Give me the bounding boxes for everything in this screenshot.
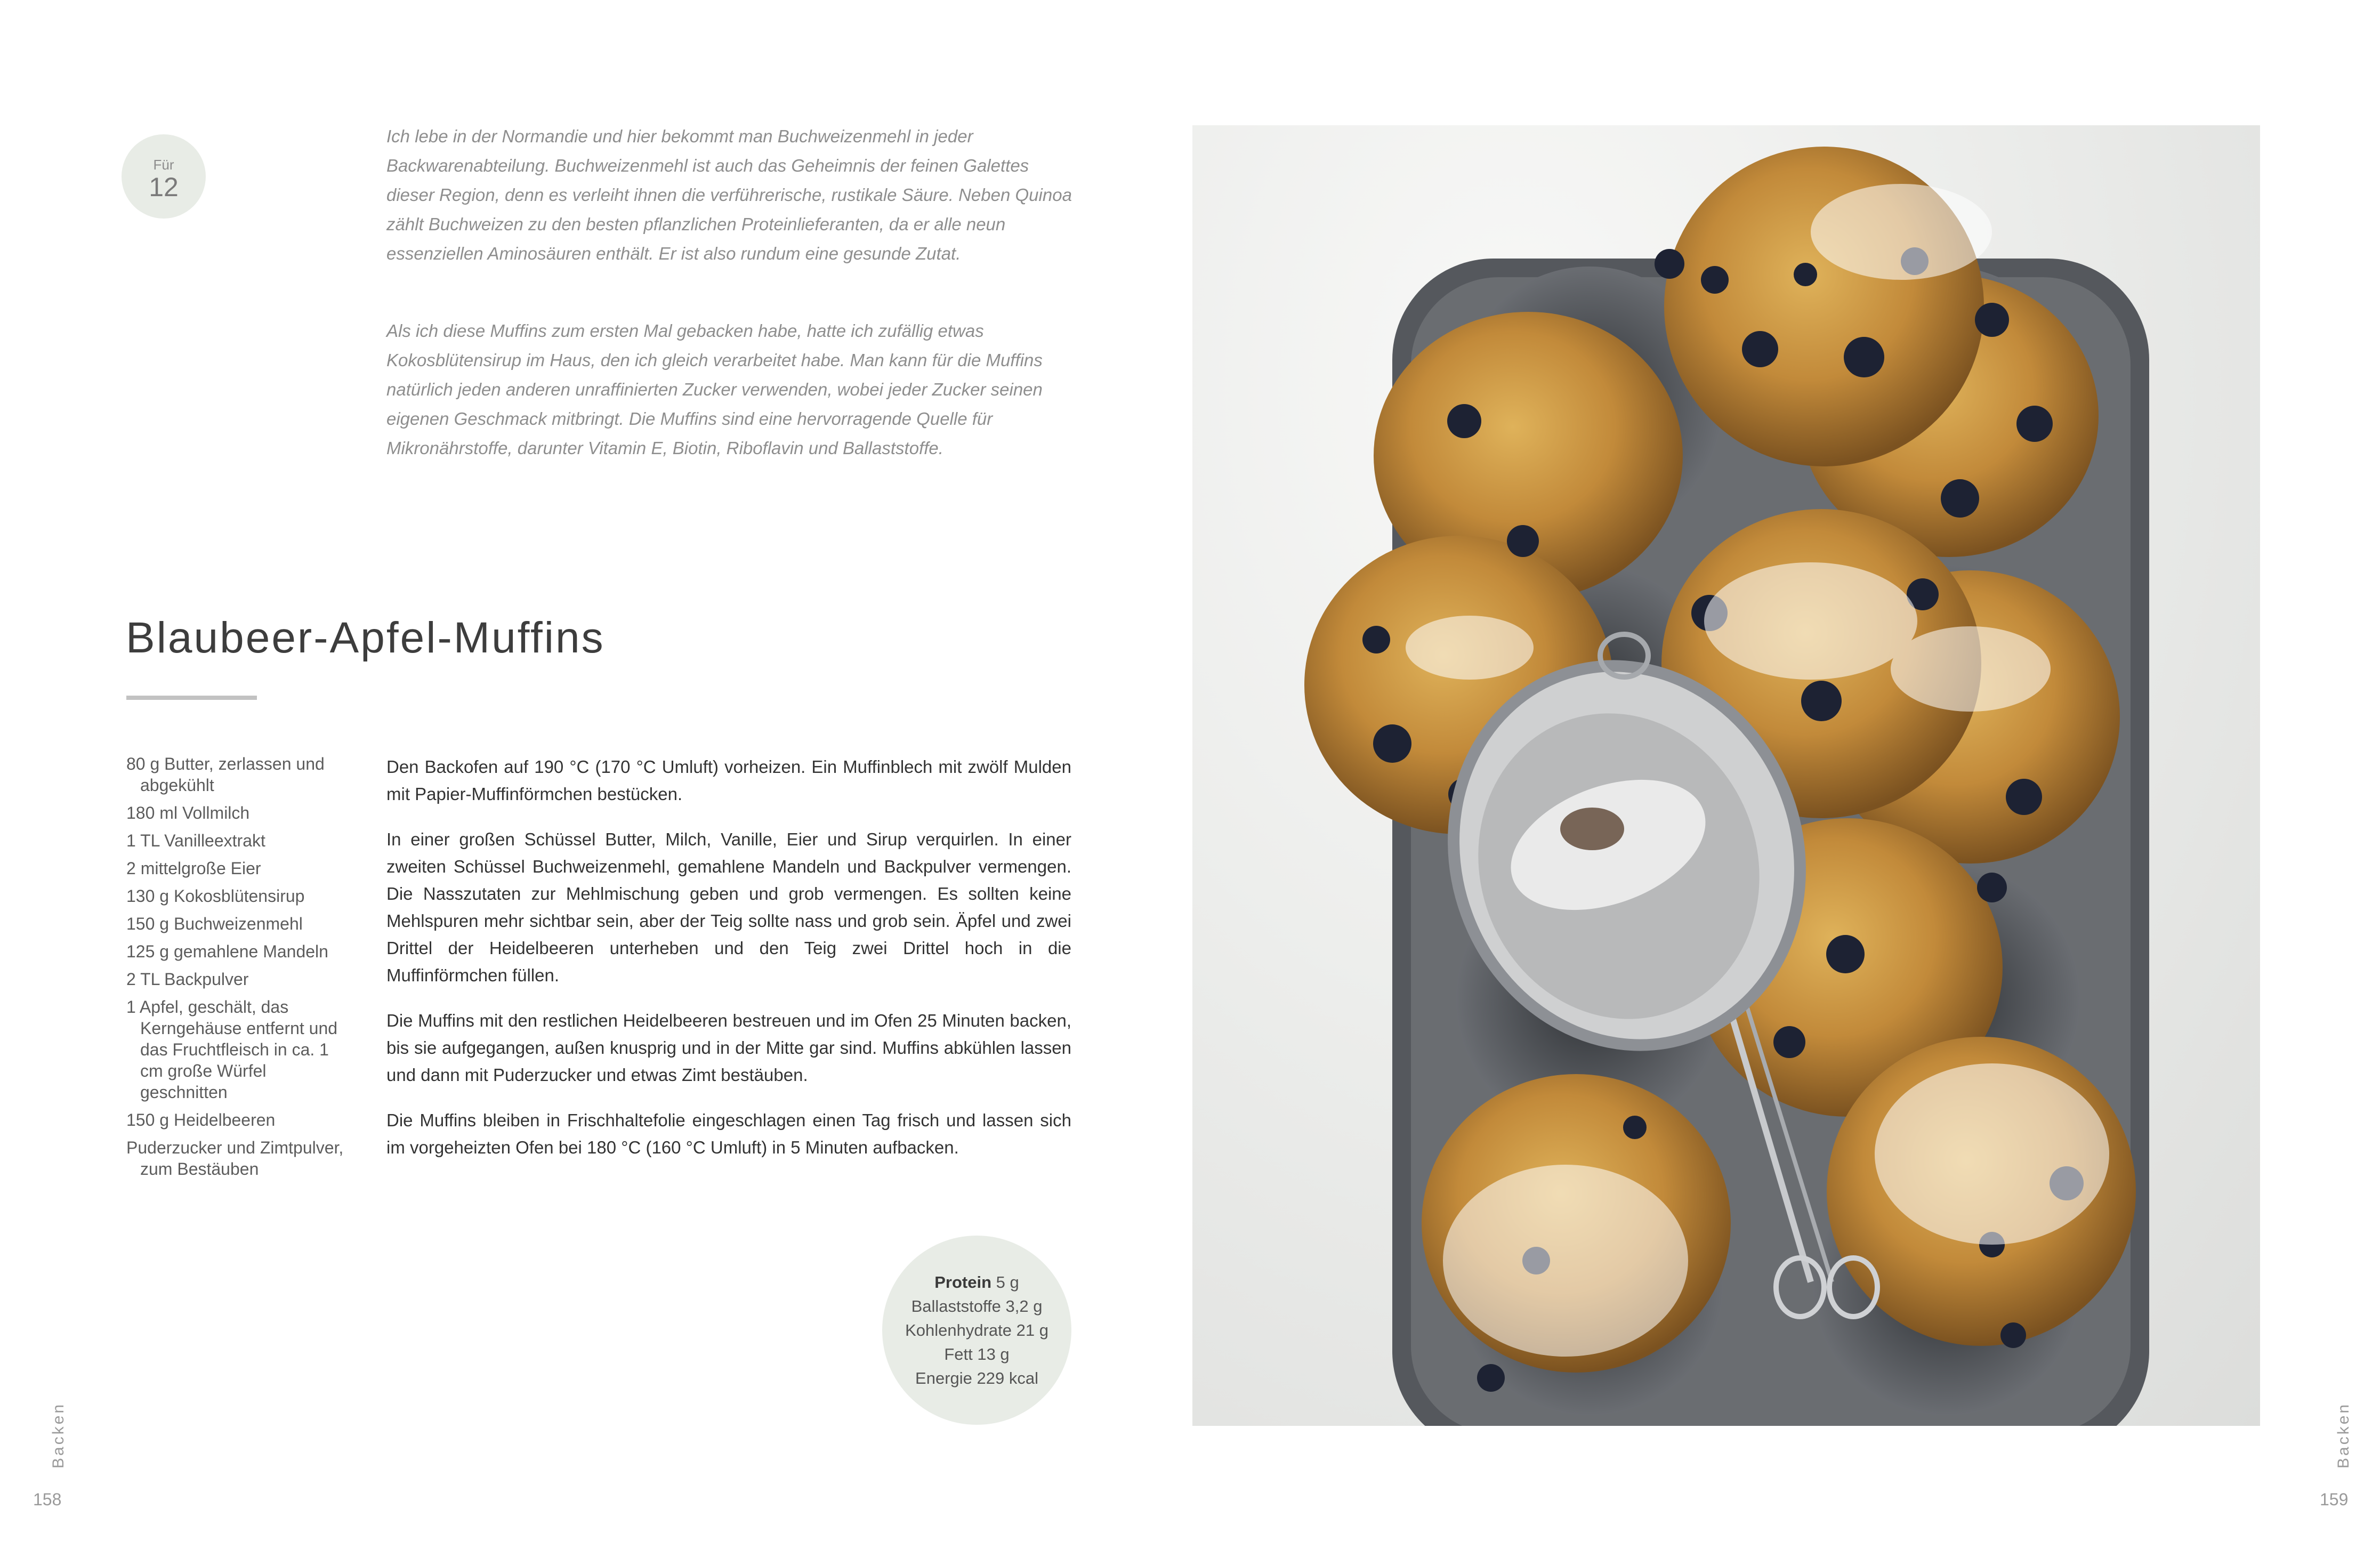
servings-count: 12 xyxy=(149,172,179,202)
intro-paragraph: Als ich diese Muffins zum ersten Mal gebacken habe, hatte ich zufällig etwas Kokosblütensirup im Haus, den ich gleich verarbeitet habe. Man kann für die Muffins natürlich jeden anderen unraffinierten Zucker verwenden, wobei jeder Zucker seinen eigenen Geschmack mitbringt. Die Muffins sind eine hervorragende Quelle für Mikronährstoffe, darunter Vitamin E, Biotin, Riboflavin und Ballaststoffe. xyxy=(386,321,1043,458)
method-step: In einer großen Schüssel Butter, Milch, Vanille, Eier und Sirup verquirlen. In einer zweiten Schüssel Buchweizenmehl, gemahlene Mandeln und Backpulver vermengen. Die Nasszutaten zur Mehlmischung geben und grob vermengen. Es sollten keine Mehlspuren mehr sichtbar sein, aber der Teig sollte nass und grob sein. Äpfel und zwei Drittel der Heidelbeeren unterheben und den Teig zwei Drittel hoch in die Muffinförmchen füllen. xyxy=(386,829,1071,985)
title-underline xyxy=(126,696,257,700)
servings-prefix: Für xyxy=(153,157,174,173)
intro-text xyxy=(386,122,1074,511)
nutrition-fiber: Ballaststoffe 3,2 g xyxy=(911,1297,1043,1316)
method-text xyxy=(386,753,1071,1179)
nutrition-carbs: Kohlenhydrate 21 g xyxy=(905,1321,1048,1340)
intro-paragraph: Ich lebe in der Normandie und hier bekommt man Buchweizenmehl in jeder Backwarenabteilung. Buchweizenmehl ist auch das Geheimnis der feinen Galettes dieser Region, denn es verleiht ihnen die verführerische, rustikale Säure. Neben Quinoa zählt Buchweizen zu den besten pflanzlichen Proteinlieferanten, da er alle neun essenziellen Aminosäuren enthält. Er ist also rundum eine gesunde Zutat. xyxy=(386,126,1072,263)
ingredient-item: 80 g Butter, zerlassen und abgekühlt xyxy=(126,754,325,795)
page-number-right: 159 xyxy=(2320,1490,2349,1509)
ingredient-item: 150 g Buchweizenmehl xyxy=(126,914,303,933)
ingredient-item: 130 g Kokosblütensirup xyxy=(126,886,305,906)
section-label-left: Backen xyxy=(50,1402,67,1469)
ingredient-list xyxy=(126,753,345,1186)
ingredient-item: 1 TL Vanilleextrakt xyxy=(126,831,265,850)
section-label-right: Backen xyxy=(2335,1402,2352,1469)
nutrition-energy: Energie 229 kcal xyxy=(915,1369,1038,1387)
ingredient-item: 2 mittelgroße Eier xyxy=(126,859,261,878)
nutrition-badge xyxy=(882,1236,1071,1425)
ingredient-item: 180 ml Vollmilch xyxy=(126,803,250,822)
ingredient-item: 2 TL Backpulver xyxy=(126,970,249,989)
nutrition-protein xyxy=(934,1270,1019,1294)
recipe-title: Blaubeer-Apfel-Muffins xyxy=(126,614,605,662)
ingredient-item: 1 Apfel, geschält, das Kerngehäuse entfernt und das Fruchtfleisch in ca. 1 cm große Würfel geschnitten xyxy=(126,997,338,1102)
method-step: Die Muffins bleiben in Frischhaltefolie eingeschlagen einen Tag frisch und lassen sich im vorgeheizten Ofen bei 180 °C (160 °C Umluft) in 5 Minuten aufbacken. xyxy=(386,1110,1071,1157)
muffin-photo xyxy=(1192,125,2260,1426)
method-step: Den Backofen auf 190 °C (170 °C Umluft) vorheizen. Ein Muffinblech mit zwölf Mulden mit Papier-Muffinförmchen bestücken. xyxy=(386,757,1071,804)
ingredient-item: Puderzucker und Zimtpulver, zum Bestäuben xyxy=(126,1138,344,1179)
page-number-left: 158 xyxy=(33,1490,62,1509)
method-step: Die Muffins mit den restlichen Heidelbeeren bestreuen und im Ofen 25 Minuten backen, bis sie aufgegangen, außen knusprig und in der Mitte gar sind. Muffins abkühlen lassen und dann mit Puderzucker und etwas Zimt bestäuben. xyxy=(386,1011,1071,1085)
protein-label: Protein xyxy=(934,1273,992,1292)
nutrition-fat: Fett 13 g xyxy=(944,1345,1010,1364)
ingredient-item: 125 g gemahlene Mandeln xyxy=(126,942,328,961)
ingredient-item: 150 g Heidelbeeren xyxy=(126,1110,276,1130)
protein-value: 5 g xyxy=(996,1273,1019,1292)
servings-badge xyxy=(122,134,206,219)
